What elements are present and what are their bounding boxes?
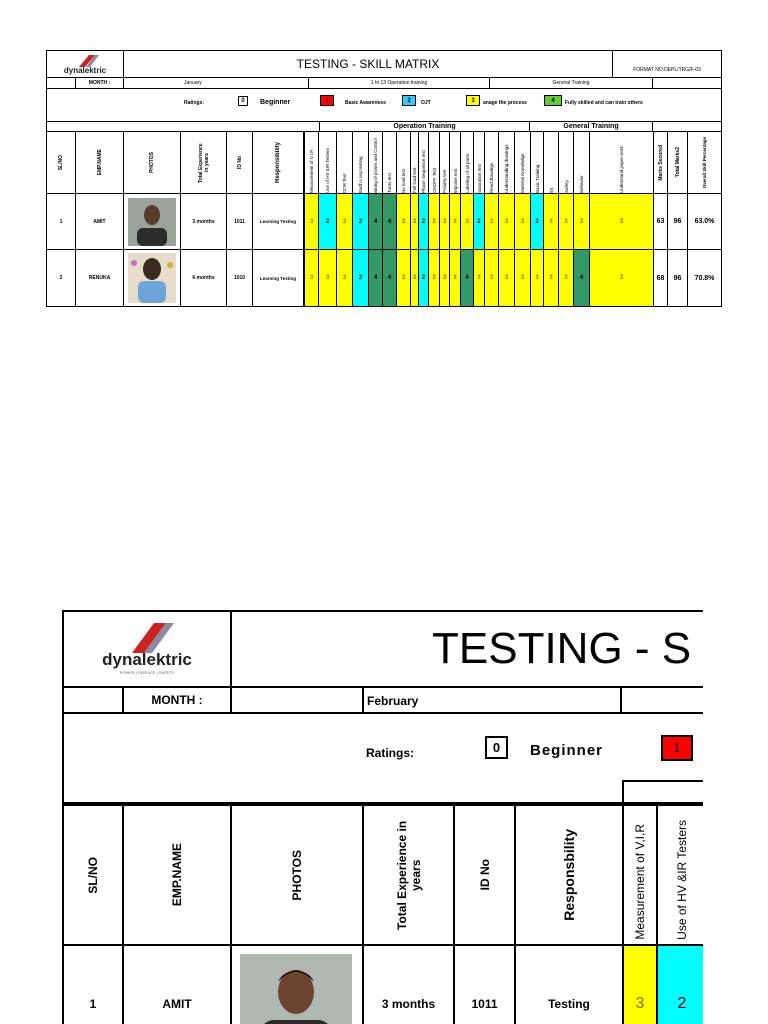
score-cell: 3 <box>530 249 544 307</box>
svg-text:dynalektric: dynalektric <box>63 66 107 75</box>
zoom-month-value: February <box>362 686 622 714</box>
score-cell: 3 <box>396 193 411 250</box>
score-cell: 4 <box>573 249 590 307</box>
score-cell: 4 <box>368 193 383 250</box>
zoom-beginner: Beginner <box>530 742 604 759</box>
skill-header: 5S <box>543 131 559 194</box>
score-cell: 4 <box>460 249 474 307</box>
score-cell: 4 <box>368 249 383 307</box>
score-cell: 4 <box>382 249 397 307</box>
score-cell: 3 <box>318 249 337 307</box>
skill-header: Polarity test <box>439 131 450 194</box>
zoom-header-photos: PHOTOS <box>230 804 364 946</box>
zoom-header-skill2: Use of HV &IR Testers <box>656 804 703 946</box>
page-title: TESTING - SKILL MATRIX <box>123 50 613 78</box>
header-overall: Overall Skill Percentage <box>687 131 722 194</box>
zoom-logo <box>62 610 232 688</box>
score-cell: 3 <box>449 249 461 307</box>
score-cell: 3 <box>410 193 419 250</box>
operation-training-header: Operation Training <box>319 121 530 132</box>
header-idno: ID No <box>226 131 253 194</box>
header-responsibility: Responsibility <box>252 131 304 194</box>
zoom-header-slno: SL/NO <box>62 804 124 946</box>
score-cell: 3 <box>484 193 499 250</box>
ratings-label: Ratings: <box>184 100 204 106</box>
row2-slno: 2 <box>46 249 76 307</box>
zoom-header-experience: Total Experience in years <box>362 804 455 946</box>
row1-name: AMIT <box>75 193 124 250</box>
svg-text:POWER | SERVICE | SAFETY: POWER | SERVICE | SAFETY <box>119 670 175 675</box>
score-cell: 2 <box>530 193 544 250</box>
zoom-rating-one: 1 <box>661 735 693 761</box>
score-cell: 3 <box>543 193 559 250</box>
skill-header: Labeling of all parts <box>460 131 474 194</box>
skill-matrix-sheet-small: dynalektric TESTING - SKILL MATRIX FORMAT NO:DEPL/TRG/F-03 MONTH : January 1 to 13 Operation training General Training Ratings: 0 Beginner 1 Basic Awareness 2 OJT 3 anage the process 4 Fully skilled and can train others Operation Training General Training SL/NO EMP.NAME PHOTOS Total Experience in years ID No Responsibility Marks Secured Total Marks2 Overall Skill Percentage Measurement of V,I,R Use of HV &IR Testers DOR Test Earth Loop testing wiring of power and Control Turns test No load test Full load test Phase Sequence test ONOFF Test Polarity test Impulse test Labeling of all parts Saturation test Read drawings Understanding drawings Material Knowledge Basic Training 5S Safety Behavior Understand paper work 3 2 3 2 4 4 3 3 2 3 3 3 3 2 3 3 3 2 3 3 3 3 3 3 3 2 4 4 3 3 2 3 3 3 4 3 3 3 3 3 3 3 4 3 1 AMIT 3 months 1011 Learning Testing 63 96 63.0% 2 RENUKA 6 months 1010 Learning Testing 68 96 70.8% <box>46 50 722 307</box>
row1-overall: 63.0% <box>687 193 722 250</box>
svg-text:dynalektric: dynalektric <box>102 650 192 669</box>
zoom-header-name: EMP.NAME <box>122 804 232 946</box>
header-total-marks: Total Marks2 <box>667 131 688 194</box>
row2-idno: 1010 <box>226 249 253 307</box>
row2-total: 96 <box>667 249 688 307</box>
score-cell: 3 <box>460 193 474 250</box>
score-cell: 3 <box>498 249 515 307</box>
score-cell: 2 <box>352 249 369 307</box>
row2-responsibility: Learning Testing <box>252 249 304 307</box>
row1-marks: 63 <box>653 193 668 250</box>
header-slno: SL/NO <box>46 131 76 194</box>
zoom-rating-zero: 0 <box>485 736 508 759</box>
score-cell: 2 <box>473 193 485 250</box>
score-cell: 4 <box>382 193 397 250</box>
skill-header: Material Knowledge <box>514 131 531 194</box>
row1-photo <box>123 193 181 250</box>
score-cell: 3 <box>336 193 353 250</box>
skill-header: Impulse test <box>449 131 461 194</box>
zoom-ratings-label: Ratings: <box>366 746 414 760</box>
row2-overall: 70.8% <box>687 249 722 307</box>
zoom-header-skill1: Measurement of V,I,R <box>622 804 658 946</box>
row1-total: 96 <box>667 193 688 250</box>
logo-mark-icon <box>82 619 212 679</box>
zoom-row-score1: 3 <box>622 944 658 1024</box>
skill-matrix-sheet-zoom <box>62 610 703 1024</box>
person-photo-icon <box>240 954 352 1024</box>
score-cell: 3 <box>573 193 590 250</box>
score-cell: 3 <box>514 193 531 250</box>
month-value: January <box>123 77 309 89</box>
header-photos: PHOTOS <box>123 131 181 194</box>
general-training-header: General Training <box>529 121 653 132</box>
general-label: General Training <box>489 77 653 89</box>
skill-header: Full load test <box>410 131 419 194</box>
score-cell: 3 <box>484 249 499 307</box>
skill-header: No load test <box>396 131 411 194</box>
score-cell: 2 <box>352 193 369 250</box>
score-cell: 3 <box>449 193 461 250</box>
score-cell: 3 <box>473 249 485 307</box>
score-cell: 3 <box>304 193 319 250</box>
zoom-row-photo <box>230 944 364 1024</box>
skill-header: Read drawings <box>484 131 499 194</box>
row1-idno: 1011 <box>226 193 253 250</box>
zoom-row-score2: 2 <box>656 944 703 1024</box>
score-cell: 2 <box>418 193 429 250</box>
format-number: FORMAT NO:DEPL/TRG/F-03 <box>612 50 722 78</box>
skill-header: Earth Loop testing <box>352 131 369 194</box>
month-label: MONTH : <box>75 77 124 89</box>
row1-experience: 3 months <box>180 193 227 250</box>
skill-header: DOR Test <box>336 131 353 194</box>
op-range-label: 1 to 13 Operation training <box>308 77 490 89</box>
skill-header: Saturation test <box>473 131 485 194</box>
zoom-row-responsibility: Testing <box>514 944 624 1024</box>
header-marks-secured: Marks Secured <box>653 131 668 194</box>
score-cell: 3 <box>410 249 419 307</box>
score-cell: 3 <box>439 249 450 307</box>
person-photo-icon <box>128 198 176 246</box>
score-cell: 3 <box>396 249 411 307</box>
zoom-header-responsibility: Responsbility <box>514 804 624 946</box>
score-cell: 2 <box>318 193 337 250</box>
row1-slno: 1 <box>46 193 76 250</box>
row2-name: RENUKA <box>75 249 124 307</box>
skill-header: Basic Training <box>530 131 544 194</box>
zoom-header-idno: ID No <box>453 804 516 946</box>
person-photo-icon <box>128 253 176 303</box>
score-cell: 2 <box>418 249 429 307</box>
zoom-title: TESTING - S <box>432 624 692 673</box>
header-name: EMP.NAME <box>75 131 124 194</box>
zoom-month-label: MONTH : <box>122 686 232 714</box>
zoom-row-slno: 1 <box>62 944 124 1024</box>
score-cell: 3 <box>543 249 559 307</box>
skill-header: Turns test <box>382 131 397 194</box>
skill-header: Measurement of V,I,R <box>304 131 319 194</box>
score-cell: 3 <box>589 193 654 250</box>
score-cell: 3 <box>498 193 515 250</box>
header-experience: Total Experience in years <box>180 131 227 194</box>
score-cell: 3 <box>439 193 450 250</box>
skill-header: Understand paper work <box>589 131 654 194</box>
zoom-row-idno: 1011 <box>453 944 516 1024</box>
skill-header: Understanding drawings <box>498 131 515 194</box>
skill-header: wiring of power and Control <box>368 131 383 194</box>
skill-header: Use of HV &IR Testers <box>318 131 337 194</box>
score-cell: 3 <box>304 249 319 307</box>
skill-header: Behavior <box>573 131 590 194</box>
skill-header: ONOFF Test <box>428 131 440 194</box>
score-cell: 3 <box>428 193 440 250</box>
score-cell: 3 <box>514 249 531 307</box>
skill-header: Phase Sequence test <box>418 131 429 194</box>
row2-experience: 6 months <box>180 249 227 307</box>
score-cell: 3 <box>428 249 440 307</box>
row2-photo <box>123 249 181 307</box>
skill-header: Safety <box>558 131 574 194</box>
score-cell: 3 <box>558 193 574 250</box>
zoom-row-experience: 3 months <box>362 944 455 1024</box>
score-cell: 3 <box>336 249 353 307</box>
zoom-row-name: AMIT <box>122 944 232 1024</box>
score-cell: 3 <box>558 249 574 307</box>
score-cell: 3 <box>589 249 654 307</box>
row1-responsibility: Learning Testing <box>252 193 304 250</box>
row2-marks: 68 <box>653 249 668 307</box>
